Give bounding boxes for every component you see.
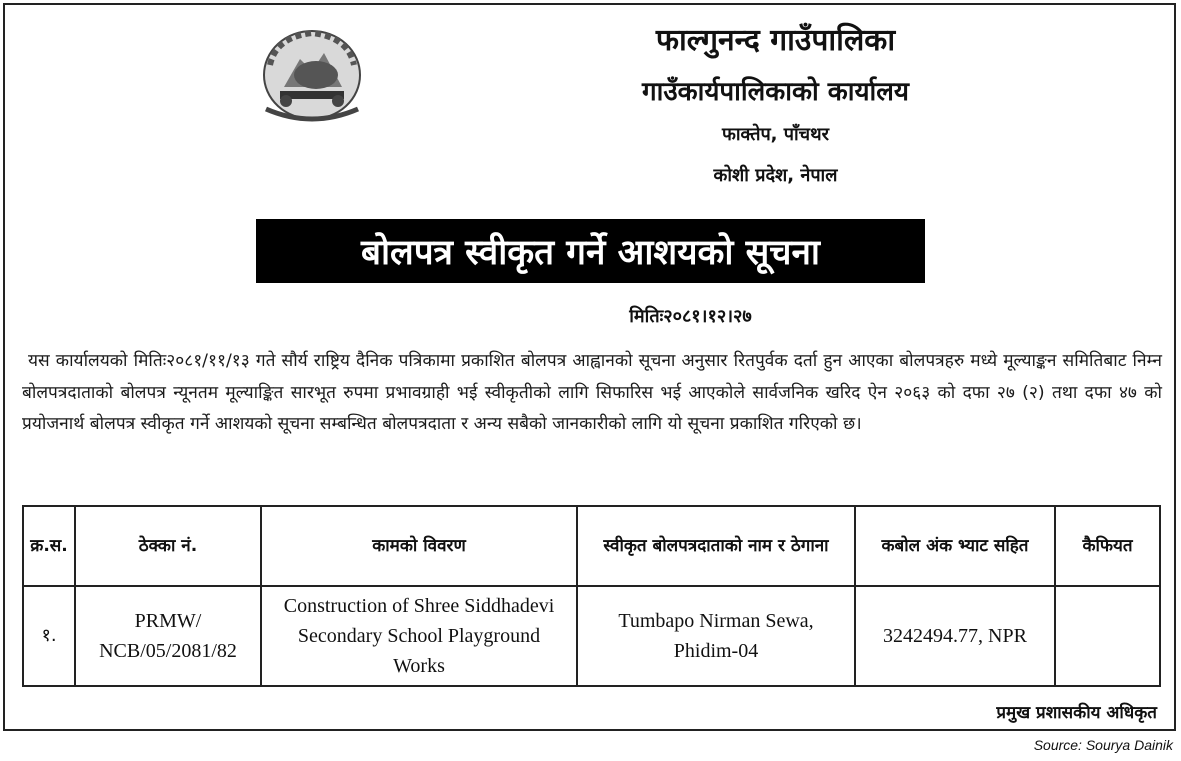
header-remarks: कैफियत [1055, 506, 1160, 586]
cell-bidder: Tumbapo Nirman Sewa, Phidim-04 [577, 586, 855, 686]
office-name: गाउँकार्यपालिकाको कार्यालय [642, 77, 909, 107]
cell-sn: १. [23, 586, 75, 686]
bid-table [22, 505, 1161, 687]
notice-body: यस कार्यालयको मितिः२०८१/११/१३ गते सौर्य राष्ट्रिय दैनिक पत्रिकामा प्रकाशित बोलपत्र आह्वानको सूचना अनुसार रितपुर्वक दर्ता हुन आएका बोलपत्रहरु मध्ये मूल्याङ्कन समितिबाट निम्न बोलपत्रदाताको बोलपत्र न्यूनतम मूल्याङ्कित सारभूत रुपमा प्रभावग्राही भई स्वीकृतीको लागि सिफारिस भई आएकोले सार्वजनिक खरिद ऐन २०६३ को दफा २७ (२) तथा दफा ४७ को प्रयोजनार्थ बोलपत्र स्वीकृत गर्ने आशयको सूचना सम्बन्धित बोलपत्रदाता र अन्य सबैको जानकारीको लागि यो सूचना प्रकाशित गरिएको छ। [22, 351, 1162, 434]
cell-amount: 3242494.77, NPR [855, 586, 1055, 686]
cell-remarks [1055, 586, 1160, 686]
source-credit: Source: Sourya Dainik [1033, 737, 1173, 753]
signatory-title: प्रमुख प्रशासकीय अधिकृत [996, 703, 1157, 723]
header-work: कामको विवरण [261, 506, 577, 586]
province-name: कोशी प्रदेश, नेपाल [713, 165, 838, 186]
header-sn: क्र.स. [23, 506, 75, 586]
header-contract-no: ठेक्का नं. [75, 506, 261, 586]
cell-work: Construction of Shree Siddhadevi Secondary School Playground Works [261, 586, 577, 686]
table-row [23, 586, 1160, 686]
cell-contract-no: PRMW/ NCB/05/2081/82 [75, 586, 261, 686]
notice-title: बोलपत्र स्वीकृत गर्ने आशयको सूचना [256, 219, 925, 283]
municipality-name: फाल्गुनन्द गाउँपालिका [655, 23, 896, 58]
table-header-row [23, 506, 1160, 586]
header-amount: कबोल अंक भ्याट सहित [855, 506, 1055, 586]
office-location: फाक्तेप, पाँचथर [722, 124, 829, 145]
notice-date: मितिः२०८१।१२।२७ [629, 306, 752, 327]
header-bidder: स्वीकृत बोलपत्रदाताको नाम र ठेगाना [577, 506, 855, 586]
